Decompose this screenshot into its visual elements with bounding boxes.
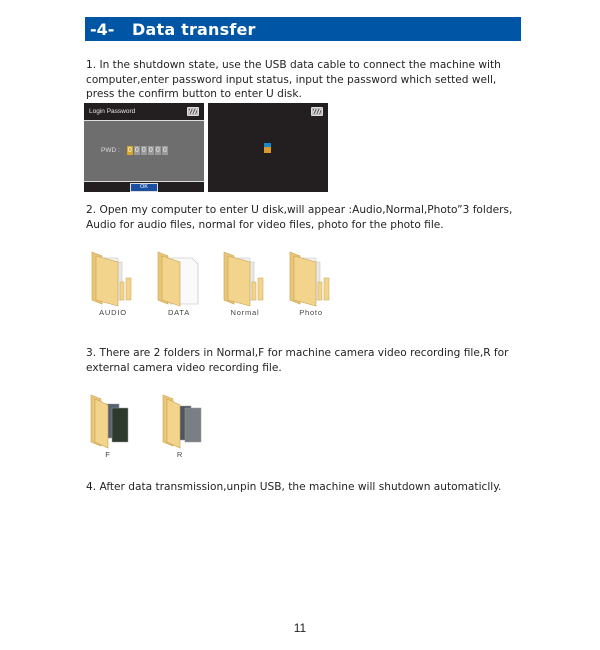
password-digit: 0 xyxy=(127,147,132,154)
login-password-screenshot xyxy=(84,103,204,192)
login-screen-body xyxy=(84,120,204,182)
battery-icon xyxy=(187,107,199,116)
password-digit: 0 xyxy=(148,147,153,154)
section-header xyxy=(85,17,521,41)
page-number: 11 xyxy=(293,621,307,635)
folder-data xyxy=(152,248,218,320)
normal-folder-list xyxy=(86,392,230,464)
password-label: PWD : xyxy=(101,147,120,154)
folder-label: AUDIO xyxy=(99,308,127,317)
paragraph-step-3: 3. There are 2 folders in Normal,F for machine camera video recording file,R for external camera video recording file. xyxy=(86,347,509,374)
folder-label: DATA xyxy=(167,308,191,317)
password-digit: 0 xyxy=(155,147,160,154)
folder-with-document-icon xyxy=(154,248,204,308)
root-folder-list xyxy=(86,248,350,320)
password-digit: 0 xyxy=(162,147,167,154)
folder-label: Normal xyxy=(230,308,260,317)
folder-label: F xyxy=(105,450,111,459)
section-title: Data transfer xyxy=(132,19,256,39)
folder-with-files-icon xyxy=(88,248,138,308)
password-field xyxy=(101,146,168,155)
paragraph-step-4: 4. After data transmission,unpin USB, the machine will shutdown automaticlly. xyxy=(86,481,502,493)
login-screen-titlebar xyxy=(84,103,204,119)
password-digit: 0 xyxy=(141,147,146,154)
folder-with-photos-icon xyxy=(160,392,206,450)
folder-with-photos-icon xyxy=(88,392,134,450)
usb-mode-screenshot xyxy=(208,103,328,192)
login-screen-title: Login Password xyxy=(89,107,136,115)
password-digit: 0 xyxy=(134,147,139,154)
paragraph-step-2: 2. Open my computer to enter U disk,will appear :Audio,Normal,Photo”3 folders, Audio for audio files, normal for video files, photo for the photo file. xyxy=(86,204,513,231)
folder-with-files-icon xyxy=(286,248,336,308)
paragraph-step-1: 1. In the shutdown state, use the USB data cable to connect the machine with computer,enter password input status, input the password which setted well, press the confirm button to enter U disk. xyxy=(86,59,501,100)
sd-card-icon xyxy=(264,143,271,153)
ok-button: OK xyxy=(130,183,158,192)
folder-label: Photo xyxy=(299,308,323,317)
folder-audio xyxy=(86,248,152,320)
folder-f xyxy=(86,392,158,464)
folder-r xyxy=(158,392,230,464)
folder-normal xyxy=(218,248,284,320)
folder-photo xyxy=(284,248,350,320)
section-number: -4- xyxy=(90,19,115,39)
battery-icon xyxy=(311,107,323,116)
folder-label: R xyxy=(176,450,184,459)
folder-with-files-icon xyxy=(220,248,270,308)
